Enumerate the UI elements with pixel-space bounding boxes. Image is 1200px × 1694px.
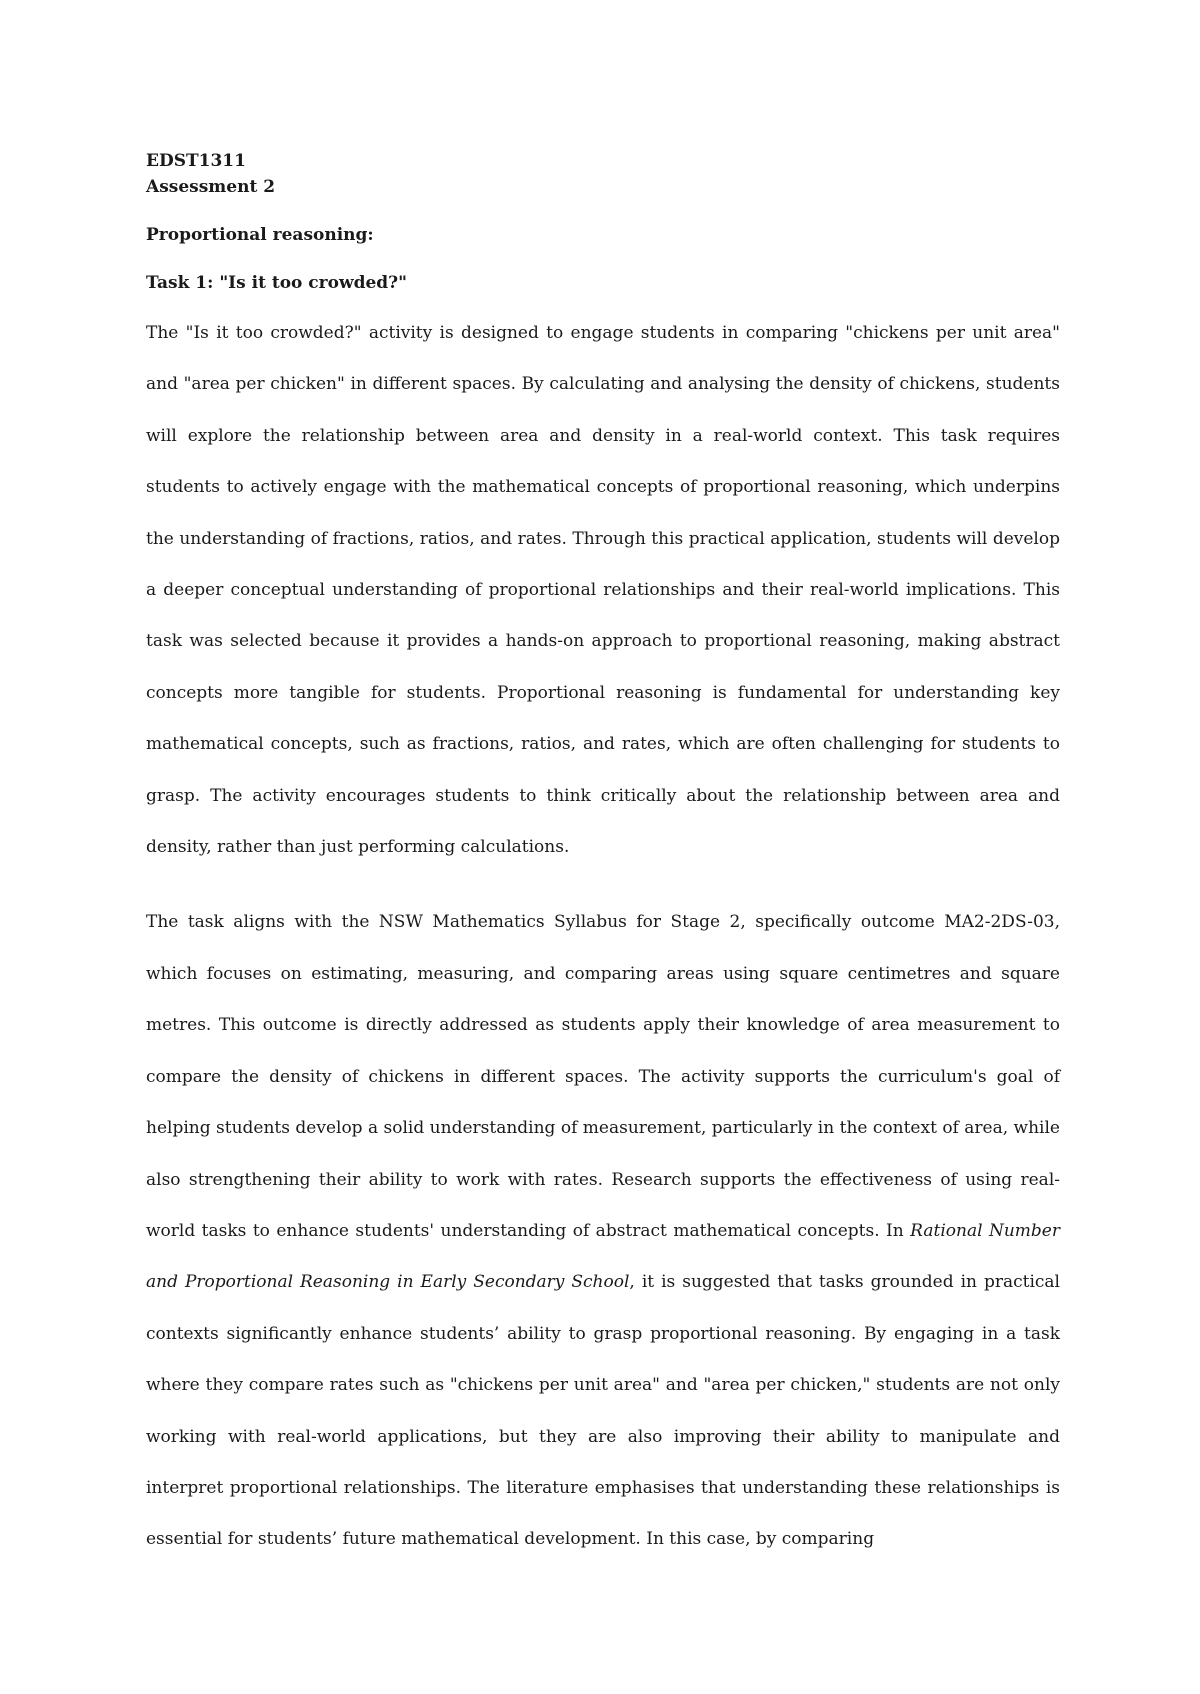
assessment-label: Assessment 2: [146, 177, 276, 197]
body-paragraph-1: The "Is it too crowded?" activity is designed to engage students in comparing "chickens per unit area" and "area per chicken" in different spaces. By calculating and analysing the density of chickens, students will explore the relationship between area and density in a real-world context. This task requires students to actively engage with the mathematical concepts of proportional reasoning, which underpins the understanding of fractions, ratios, and rates. Through this practical application, students will develop a deeper conceptual understanding of proportional relationships and their real-world implications. This task was selected because it provides a hands-on approach to proportional reasoning, making abstract concepts more tangible for students. Proportional reasoning is fundamental for understanding key mathematical concepts, such as fractions, ratios, and rates, which are often challenging for students to grasp. The activity encourages students to think critically about the relationship between area and density, rather than just performing calculations.: [146, 323, 1060, 858]
book-title-citation: Rational Number and Proportional Reasoning in Early Secondary School: [146, 1220, 1060, 1293]
paragraph-2-text-part-2: , it is suggested that tasks grounded in practical contexts significantly enhance students’ ability to grasp proportional reasoning. By engaging in a task where they compare rates such as "chickens per unit area" and "area per chicken," students are not only working with real-world applications, but they are also improving their ability to manipulate and interpret proportional relationships. The literature emphasises that understanding these relationships is essential for students’ future mathematical development. In this case, by comparing: [146, 1272, 1060, 1550]
body-paragraph-2: [146, 897, 1060, 1565]
section-title: Proportional reasoning:: [146, 225, 374, 245]
document-page: [146, 148, 1060, 1566]
task-title: Task 1: "Is it too crowded?": [146, 273, 407, 293]
paragraph-2-text-part-1: The task aligns with the NSW Mathematics Syllabus for Stage 2, specifically outcome MA2-2DS-03, which focuses on estimating, measuring, and comparing areas using square centimetres and square metres. This outcome is directly addressed as students apply their knowledge of area measurement to compare the density of chickens in different spaces. The activity supports the curriculum's goal of helping students develop a solid understanding of measurement, particularly in the context of area, while also strengthening their ability to work with rates. Research supports the effectiveness of using real-world tasks to enhance students' understanding of abstract mathematical concepts. In: [146, 912, 1060, 1241]
course-code: EDST1311: [146, 151, 246, 171]
